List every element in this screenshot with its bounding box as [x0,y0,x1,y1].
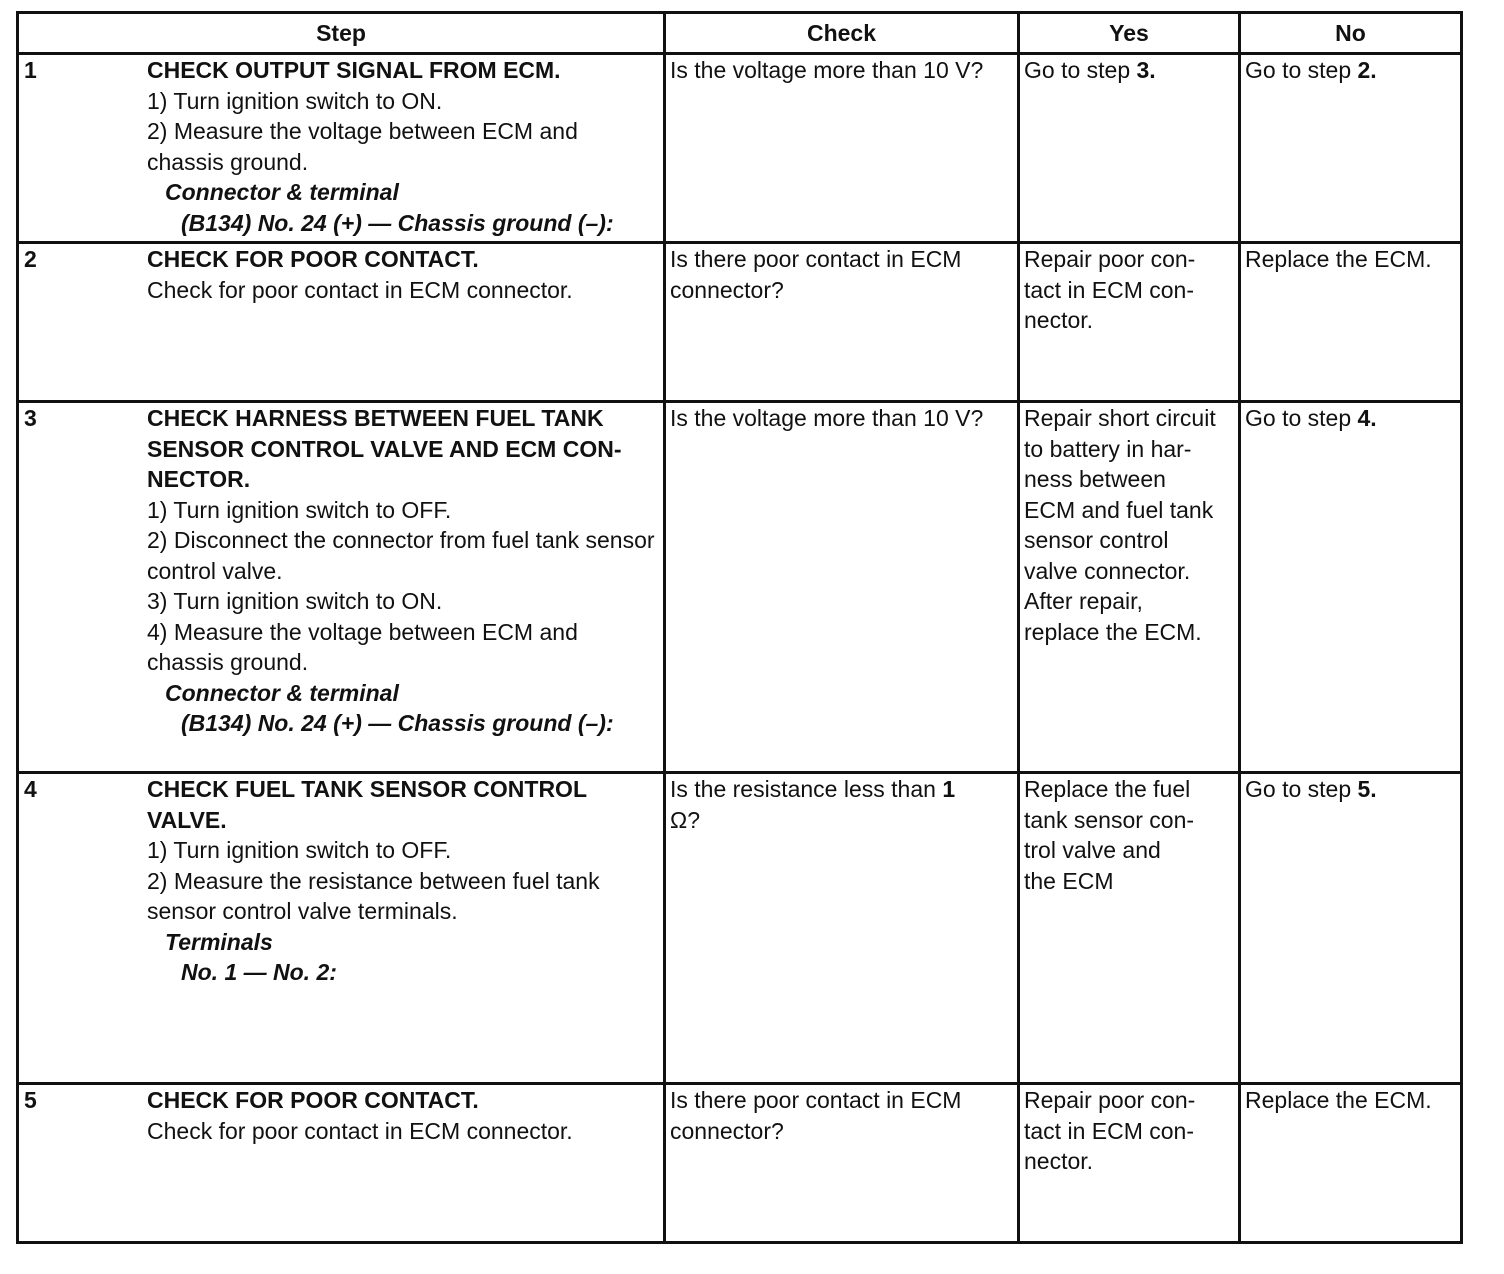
yes-line: Repair poor con- [1024,246,1196,272]
no-cell: Replace the ECM. [1240,1084,1462,1243]
yes-text: Go to step [1024,57,1137,83]
connector-detail: (B134) No. 24 (+) — Chassis ground (–): [181,209,614,236]
step-title: CHECK FOR POOR CONTACT. [147,1087,479,1113]
yes-cell [1019,402,1240,773]
yes-line: the ECM [1024,867,1114,894]
step-title: CHECK FOR POOR CONTACT. [147,246,479,272]
check-cell [665,773,1019,1084]
step-instruction: 1) Turn ignition switch to OFF. [147,496,452,523]
step-cell [18,402,665,773]
step-cell [18,243,665,402]
step-instruction: 1) Turn ignition switch to ON. [147,87,443,114]
yes-line: ECM and fuel tank [1024,496,1214,523]
yes-line: to battery in har- [1024,435,1192,462]
yes-cell [1019,1084,1240,1243]
yes-cell [1019,54,1240,243]
yes-line: valve connector. [1024,557,1191,584]
table-row [18,54,1462,243]
connector-heading: Connector & terminal [165,679,399,706]
yes-line: tank sensor con- [1024,806,1195,833]
diagnostic-table [16,11,1463,1244]
yes-cell [1019,243,1240,402]
step-instruction: 1) Turn ignition switch to OFF. [147,837,452,863]
yes-line: Repair poor con- [1024,1087,1196,1113]
terminals-detail: No. 1 — No. 2: [181,959,337,985]
check-cell: Is there poor contact in ECM connector? [665,243,1019,402]
step-cell [18,773,665,1084]
table-row [18,1084,1462,1243]
step-instruction: 2) Measure the resistance between fuel tank sensor control valve terminals. [147,867,600,924]
no-text: Go to step [1245,57,1358,83]
header-step: Step [18,13,665,54]
step-number: 3 [24,405,37,431]
no-step-ref: 2. [1357,57,1377,83]
header-row [18,13,1462,54]
step-instruction: 3) Turn ignition switch to ON. [147,588,443,614]
step-number: 5 [24,1087,37,1113]
no-cell: Replace the ECM. [1240,243,1462,402]
check-value: 1 [942,776,956,802]
step-title: SENSOR CONTROL VALVE AND ECM CON- [147,435,622,462]
yes-line: Replace the fuel [1024,776,1191,802]
step-title: CHECK HARNESS BETWEEN FUEL TANK [147,405,604,431]
table-row [18,402,1462,773]
no-step-ref: 4. [1357,405,1377,431]
connector-detail: (B134) No. 24 (+) — Chassis ground (–): [181,710,614,736]
yes-step-ref: 3. [1136,57,1156,83]
step-instruction: 2) Measure the voltage between ECM and chassis ground. [147,118,578,175]
no-step-ref: 5. [1357,776,1377,802]
step-title: CHECK OUTPUT SIGNAL FROM ECM. [147,57,561,83]
yes-line: After repair, [1024,588,1143,614]
no-text: Go to step [1245,405,1358,431]
check-cell: Is there poor contact in ECM connector? [665,1084,1019,1243]
step-number: 4 [24,776,37,802]
no-cell [1240,54,1462,243]
yes-line: nector. [1024,307,1094,333]
yes-line: replace the ECM. [1024,618,1202,645]
yes-cell [1019,773,1240,1084]
no-cell [1240,773,1462,1084]
step-instruction: 2) Disconnect the connector from fuel tank sensor control valve. [147,527,655,584]
yes-line: nector. [1024,1148,1094,1174]
step-title: CHECK FUEL TANK SENSOR CONTROL [147,776,587,802]
step-cell [18,54,665,243]
step-instruction: Check for poor contact in ECM connector. [147,276,573,303]
header-yes: Yes [1019,13,1240,54]
yes-line: sensor control [1024,527,1169,553]
yes-line: ness between [1024,466,1166,492]
header-check: Check [665,13,1019,54]
no-cell [1240,402,1462,773]
step-number: 2 [24,246,37,272]
step-cell [18,1084,665,1243]
header-no: No [1240,13,1462,54]
yes-line: tact in ECM con- [1024,1117,1194,1144]
check-cell: Is the voltage more than 10 V? [665,402,1019,773]
step-number: 1 [24,57,37,83]
step-title: NECTOR. [147,466,251,492]
check-cell: Is the voltage more than 10 V? [665,54,1019,243]
no-text: Go to step [1245,776,1358,802]
connector-heading: Connector & terminal [165,179,399,205]
step-instruction: Check for poor contact in ECM connector. [147,1117,573,1144]
table-row [18,243,1462,402]
step-instruction: 4) Measure the voltage between ECM and chassis ground. [147,618,578,675]
step-title: VALVE. [147,806,227,833]
check-text: Is the resistance less than [670,776,943,802]
yes-line: Repair short circuit [1024,405,1216,431]
table-row [18,773,1462,1084]
yes-line: trol valve and [1024,837,1161,863]
check-unit: Ω? [670,806,700,833]
yes-line: tact in ECM con- [1024,276,1194,303]
terminals-heading: Terminals [165,928,273,955]
